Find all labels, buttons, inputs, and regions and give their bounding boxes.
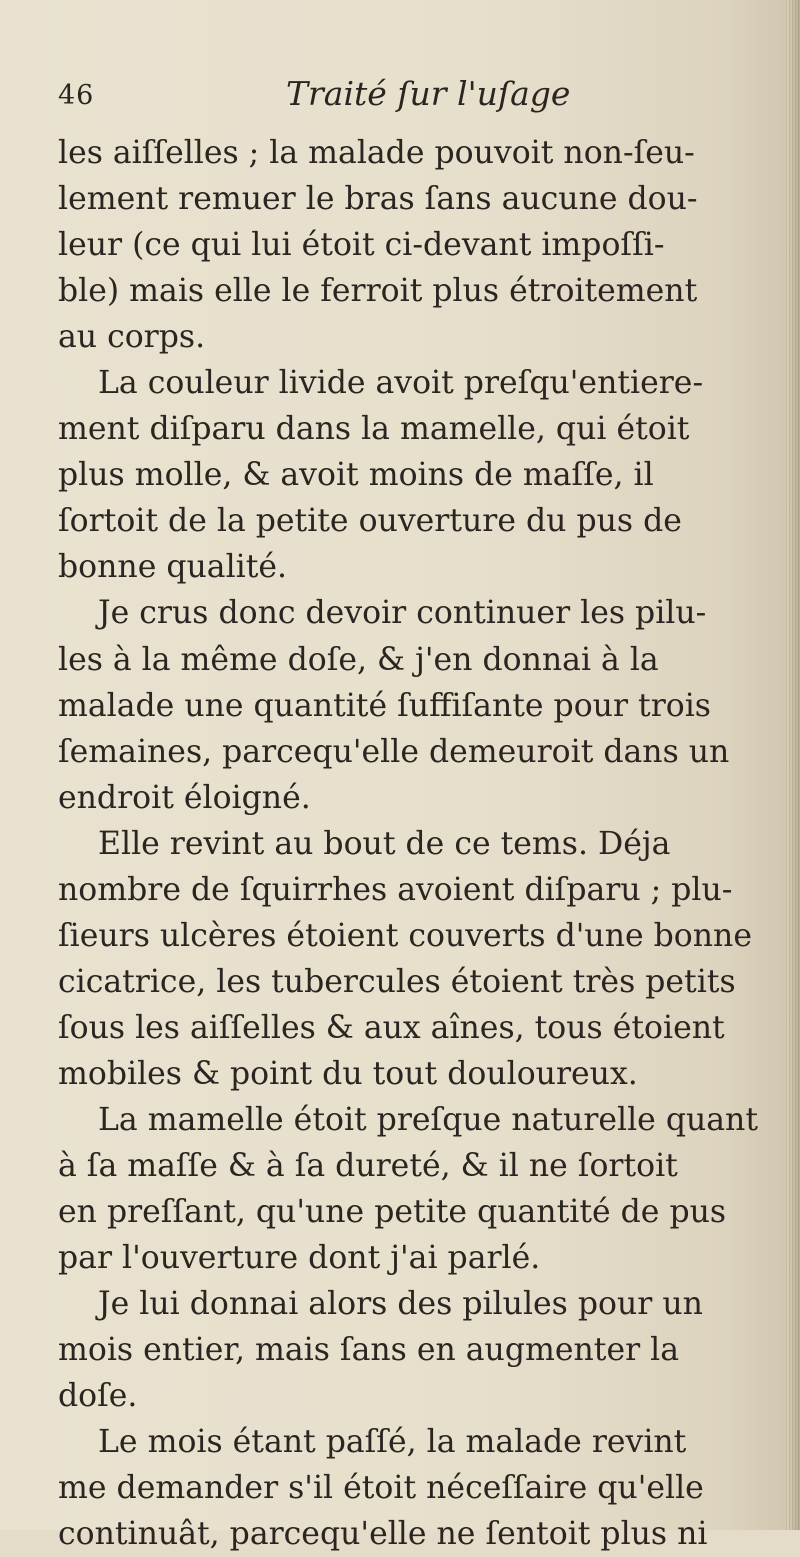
text-line: plus molle, & avoit moins de maſſe, il: [58, 457, 654, 494]
page-header: [58, 74, 598, 130]
text-line: cicatrice, les tubercules étoient très petits: [58, 963, 736, 1000]
text-line: continuât, parcequ'elle ne ſentoit plus ni: [58, 1516, 708, 1553]
text-line: ment diſparu dans la mamelle, qui étoit: [58, 411, 690, 448]
edge-shadow: [786, 0, 800, 1530]
running-head: Traité ſur l'uſage: [286, 74, 571, 113]
text-line: ſieurs ulcères étoient couverts d'une bonne: [58, 917, 752, 954]
text-line: leur (ce qui lui étoit ci-devant impoſſi-: [58, 227, 665, 264]
text-line: malade une quantité ſuffiſante pour trois: [58, 687, 711, 724]
text-line: me demander s'il étoit néceſſaire qu'elle: [58, 1470, 704, 1507]
text-line: les à la même doſe, & j'en donnai à la: [58, 641, 659, 678]
text-line: les aiſſelles ; la malade pouvoit non-ſeu-: [58, 135, 695, 171]
text-line: mois entier, mais ſans en augmenter la: [58, 1332, 680, 1369]
text-line: lement remuer le bras ſans aucune dou-: [58, 181, 698, 218]
text-line: doſe.: [58, 1378, 138, 1415]
paragraph-start-line: La couleur livide avoit preſqu'entiere-: [98, 365, 704, 402]
text-line: ble) mais elle le ferroit plus étroitement: [58, 273, 698, 310]
text-line: par l'ouverture dont j'ai parlé.: [58, 1240, 541, 1277]
paragraph-start-line: Je lui donnai alors des pilules pour un: [98, 1286, 703, 1323]
paragraph-start-line: Elle revint au bout de ce tems. Déja: [98, 825, 671, 862]
text-line: mobiles & point du tout douloureux.: [58, 1055, 638, 1092]
paragraph-start-line: La mamelle étoit preſque naturelle quant: [98, 1101, 759, 1138]
text-line: au corps.: [58, 319, 206, 356]
paragraph-start-line: Je crus donc devoir continuer les pilu-: [98, 595, 707, 632]
page-number: 46: [58, 80, 95, 111]
text-line: nombre de ſquirrhes avoient diſparu ; plu-: [58, 871, 733, 908]
body-text: [58, 130, 780, 1557]
text-line: ſemaines, parcequ'elle demeuroit dans un: [58, 733, 730, 770]
paragraph-start-line: Le mois étant paſſé, la malade revint: [98, 1424, 687, 1461]
text-line: endroit éloigné.: [58, 779, 311, 816]
text-line: en preſſant, qu'une petite quantité de pus: [58, 1194, 727, 1231]
text-line: à ſa maſſe & à ſa dureté, & il ne ſortoit: [58, 1148, 678, 1185]
text-line: ſous les aiſſelles & aux aînes, tous étoient: [58, 1009, 725, 1046]
text-line: ſortoit de la petite ouverture du pus de: [58, 503, 682, 540]
text-line: bonne qualité.: [58, 549, 288, 586]
